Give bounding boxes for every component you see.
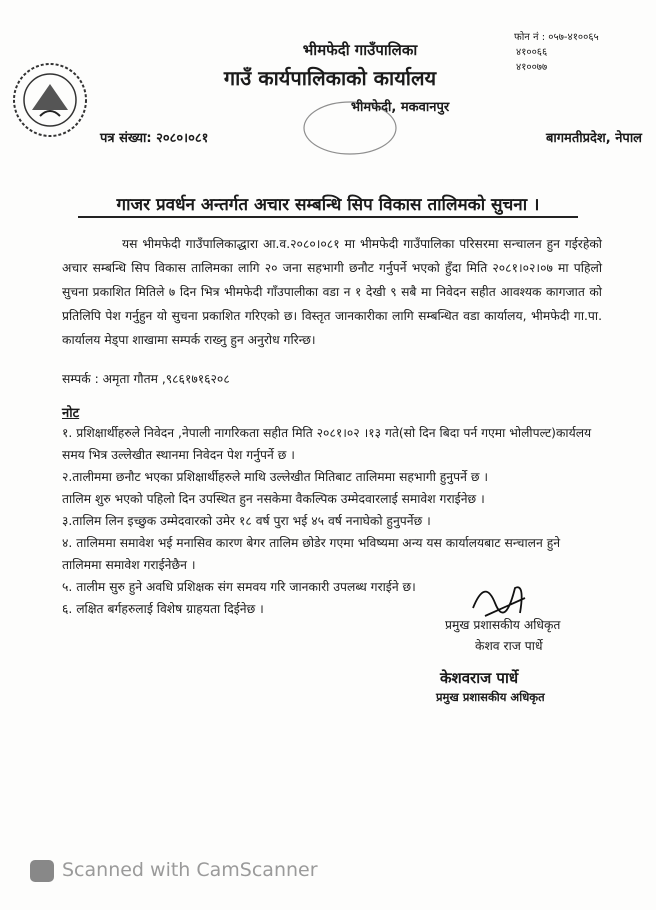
note-item: ६. लक्षित बर्गहरुलाई विशेष ग्राहयता दिईनेछ ।	[62, 602, 264, 616]
camscanner-logo-icon	[30, 860, 54, 882]
note-item: ५. तालीम सुरु हुने अवधि प्रशिक्षक संग समवय गरि जानकारी उपलब्ध गराईने छ।	[62, 580, 416, 594]
title-underline	[78, 216, 578, 218]
notice-body: यस भीमफेदी गाउँपालिकाद्धारा आ.व.२०८०।०८१ मा भीमफेदी गाउँपालिका परिसरमा सन्चालन हुन गईरहेको अचार सम्बन्धि सिप विकास तालिमका लागि २० जना सहभागी छनौट गर्नुपर्ने भएको हुँदा मिति २०८१।०२।०७ मा पहिलो सुचना प्रकाशित मितिले ७ दिन भित्र भीमफेदी गाँउपालीका वडा न १ देखी ९ सबै मा निवेदन सहीत आवश्यक कागजात को प्रतिलिपि पेश गर्नुहुन यो सुचना प्रकाशित गरिएको छ। विस्तृत जानकारीका लागि सम्बन्धित वडा कार्यालय, भीमफेदी गा.पा. कार्यालय मेड्पा शाखामा सम्पर्क राख्नु हुन अनुरोध गरिन्छ।	[62, 237, 602, 347]
contact-phone-3: ४१००७७	[516, 62, 548, 73]
notice-title: गाजर प्रवर्धन अन्तर्गत अचार सम्बन्धि सिप विकास तालिमको सुचना ।	[116, 195, 540, 215]
municipality-name: भीमफेदी गाउँपालिका	[302, 41, 418, 59]
signatory-role: प्रमुख प्रशासकीय अधिकृत	[445, 618, 561, 632]
stamp-name: केशवराज पार्धे	[440, 669, 519, 687]
contact-phone-2: ४१००६६	[516, 47, 548, 58]
note-item: १. प्रशिक्षार्थीहरुले निवेदन ,नेपाली नागरिकता सहीत मिति २०८१।०२ ।१३ गते(सो दिन बिदा पर्न गएमा भोलीपल्ट)कार्यलय समय भित्र उल्लेखीत स्थानमा निवेदन पेश गर्नुपर्ने छ ।	[62, 426, 592, 462]
note-item: ३.तालिम लिन इच्छुक उम्मेदवारको उमेर १८ वर्ष पुरा भई ४५ वर्ष ननाघेको हुनुपर्नेछ ।	[62, 514, 431, 528]
office-name: गाउँ कार्यपालिकाको कार्यालय	[223, 66, 437, 90]
office-address: भीमफेदी, मकवानपुर	[350, 100, 450, 115]
note-heading: नोट	[62, 406, 80, 421]
signatory-name: केशव राज पार्धे	[475, 639, 543, 653]
contact-phone: फोन नं : ०५७-४१००६५	[514, 32, 599, 43]
note-item: ४. तालिममा समावेश भई मनासिव कारण बेगर तालिम छोडेर गएमा भविष्यमा अन्य यस कार्यालयबाट सन्चालन हुने तालिममा समावेश गराईनेछैन ।	[62, 536, 561, 572]
nepal-emblem	[10, 60, 90, 140]
province-name: बागमतीप्रदेश, नेपाल	[545, 131, 642, 146]
stamp-title: प्रमुख प्रशासकीय अधिकृत	[436, 690, 545, 704]
note-item: तालिम शुरु भएको पहिलो दिन उपस्थित हुन नसकेमा वैकल्पिक उम्मेदवारलाई समावेश गराईनेछ ।	[62, 492, 485, 506]
reference-number: पत्र संख्या: २०८०।०८१	[100, 131, 209, 146]
note-item: २.तालीममा छनौट भएका प्रशिक्षार्थीहरुले माथि उल्लेखीत मितिबाट तालिममा सहभागी हुनुपर्ने छ ।	[62, 470, 489, 484]
office-stamp	[300, 98, 400, 158]
scan-watermark: Scanned with CamScanner	[62, 859, 318, 881]
contact-person: सम्पर्क : अमृता गौतम ,९८६१७१६२०८	[62, 372, 230, 386]
contact-block	[514, 30, 634, 75]
